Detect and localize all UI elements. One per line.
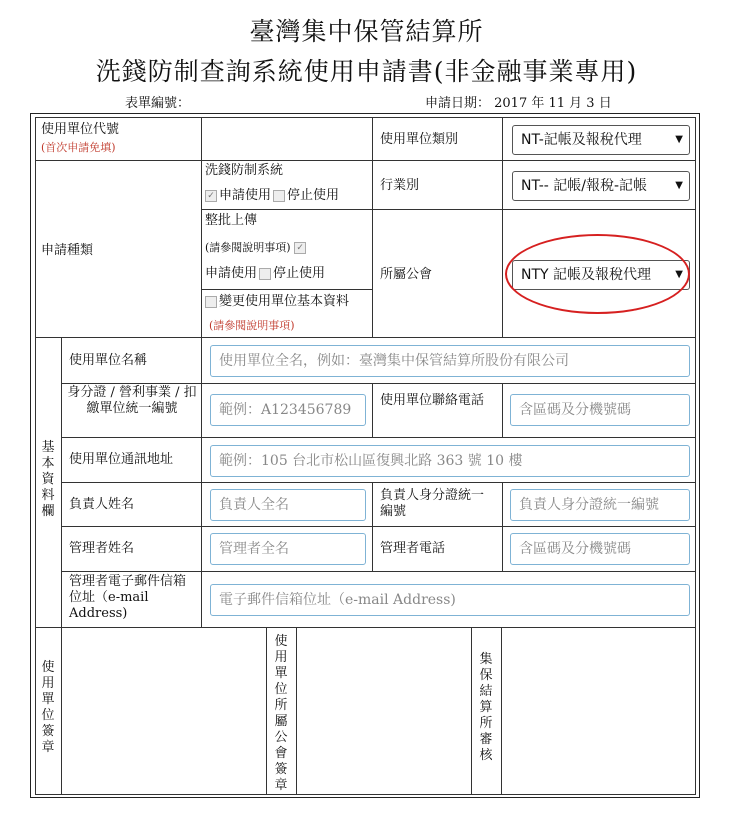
email-input[interactable]: 電子郵件信箱位址（e-mail Address) [210, 584, 690, 616]
system-options [205, 188, 339, 204]
industry-label: 行業別 [380, 178, 420, 193]
unit-category-value: NT-記帳及報稅代理 [521, 132, 642, 148]
unit-seal-area [61, 627, 267, 795]
title-line-1: 臺灣集中保管結算所 [249, 17, 484, 46]
form-number-label: 表單編號： [125, 96, 191, 111]
apply-type-label: 申請種類 [41, 243, 94, 258]
apply-checkbox[interactable]: ✓ [205, 190, 217, 202]
stop-checkbox-2[interactable] [259, 268, 271, 280]
change-checkbox[interactable] [205, 296, 217, 308]
unit-code-label: 使用單位代號 [41, 122, 120, 137]
apply-option-label: 申請使用 [219, 188, 272, 203]
phone-label-cell [372, 383, 503, 438]
phone-input[interactable]: 含區碼及分機號碼 [510, 394, 690, 426]
stop-checkbox[interactable] [273, 190, 285, 202]
address-label: 使用單位通訊地址 [69, 452, 174, 467]
batch-note-row [205, 240, 308, 256]
title-line-2: 洗錢防制查詢系統使用申請書(非金融事業專用) [95, 57, 638, 86]
admin-label: 管理者姓名 [69, 541, 135, 556]
phone-label: 使用單位聯絡電話 [380, 393, 485, 408]
email-label: 管理者電子郵件信箱位址（e-mail Address) [69, 574, 187, 621]
unit-category-label: 使用單位類別 [380, 132, 459, 147]
admin-input[interactable]: 管理者全名 [210, 533, 366, 565]
admin-phone-label: 管理者電話 [380, 541, 446, 556]
owner-id-input[interactable]: 負責人身分證統一編號 [510, 489, 690, 521]
unit-seal-label: 使用單位簽章 [41, 660, 55, 755]
change-note: (請參閱說明事項) [209, 319, 295, 332]
chevron-down-icon: ▼ [675, 134, 683, 145]
assoc-seal-area [296, 627, 472, 795]
system-label: 洗錢防制系統 [205, 163, 284, 178]
chevron-down-icon: ▼ [675, 180, 683, 191]
assoc-seal-label: 使用單位所屬公會簽章 [274, 634, 288, 793]
unit-name-input[interactable]: 使用單位全名，例如：臺灣集中保管結算所股份有限公司 [210, 345, 690, 377]
id-input[interactable]: 範例：A123456789 [210, 394, 366, 426]
change-row [205, 294, 349, 310]
chevron-down-icon: ▼ [675, 269, 683, 280]
apply-option-label-2: 申請使用 [205, 266, 258, 281]
industry-select[interactable] [512, 171, 690, 201]
basic-section-label: 基本資料欄 [41, 440, 55, 519]
association-value: NTY 記帳及報稅代理 [521, 267, 652, 283]
unit-code-note: (首次申請免填) [41, 141, 116, 154]
tdcc-review-label: 集保結算所審核 [479, 652, 493, 763]
unit-code-input[interactable] [201, 117, 373, 161]
address-input[interactable]: 範例：105 台北市松山區復興北路 363 號 10 樓 [210, 445, 690, 477]
admin-phone-input[interactable]: 含區碼及分機號碼 [510, 533, 690, 565]
change-label: 變更使用單位基本資料 [219, 294, 350, 309]
highlight-oval [505, 234, 690, 314]
tdcc-review-area [501, 627, 696, 795]
owner-input[interactable]: 負責人全名 [210, 489, 366, 521]
owner-label: 負責人姓名 [69, 497, 135, 512]
industry-value: NT-- 記帳/報稅-記帳 [521, 178, 648, 194]
unit-name-label: 使用單位名稱 [69, 353, 148, 368]
apply-date: 申請日期： 2017 年 11 月 3 日 [425, 96, 612, 111]
association-label: 所屬公會 [380, 267, 433, 282]
batch-label: 整批上傳 [205, 213, 258, 228]
unit-category-select[interactable] [512, 125, 690, 155]
stop-option-label-2: 停止使用 [273, 266, 326, 281]
batch-note: (請參閱說明事項) [205, 241, 291, 254]
batch-checkbox[interactable]: ✓ [294, 242, 306, 254]
owner-id-label: 負責人身分證統一編號 [380, 488, 485, 519]
id-label: 身分證 / 營利事業 / 扣繳單位統一編號 [67, 385, 197, 416]
batch-options [205, 266, 325, 282]
stop-option-label: 停止使用 [287, 188, 340, 203]
